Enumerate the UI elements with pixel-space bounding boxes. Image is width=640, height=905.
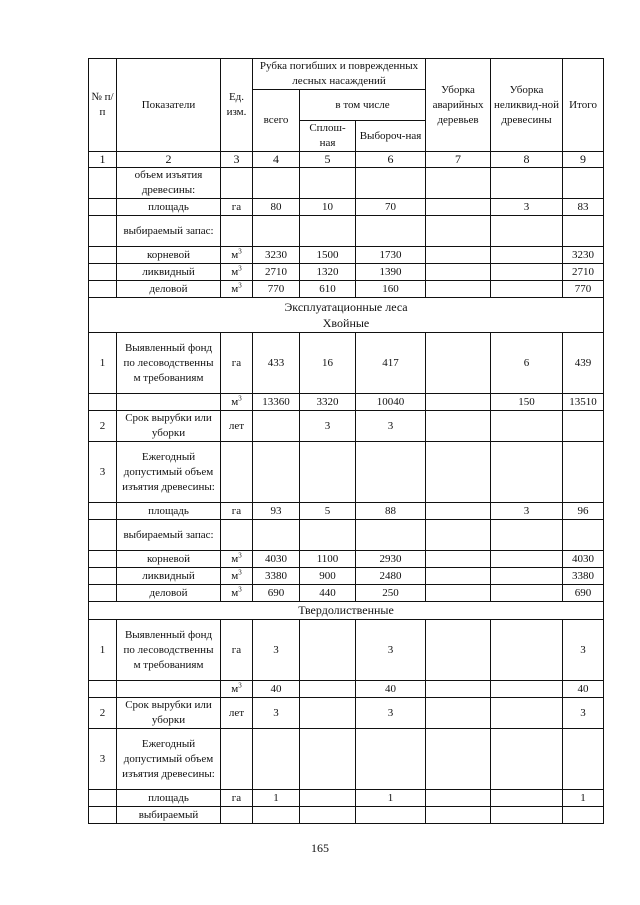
- row-label: ликвидный: [117, 264, 221, 281]
- value-cell: 690: [253, 585, 300, 602]
- value-cell: 5: [300, 503, 356, 520]
- value-cell: 3: [356, 411, 426, 442]
- unit-cell: га: [221, 199, 253, 216]
- row-label: выбираемый: [117, 807, 221, 824]
- value-cell: [426, 620, 491, 681]
- row-label: Срок вырубки или уборки: [117, 411, 221, 442]
- unit-cell: лет: [221, 698, 253, 729]
- value-cell: [426, 551, 491, 568]
- value-cell: 1500: [300, 247, 356, 264]
- value-cell: 13510: [563, 394, 604, 411]
- table-row: [89, 520, 604, 551]
- value-cell: 150: [491, 394, 563, 411]
- table-row: [89, 394, 604, 411]
- value-cell: [426, 568, 491, 585]
- value-cell: 440: [300, 585, 356, 602]
- value-cell: 417: [356, 333, 426, 394]
- table-row: [89, 807, 604, 824]
- header-indicator: Показатели: [117, 59, 221, 152]
- row-number: 1: [89, 620, 117, 681]
- value-cell: [426, 790, 491, 807]
- value-cell: 3230: [563, 247, 604, 264]
- header-felling-total: всего: [253, 90, 300, 152]
- section-title: Твердолиственные: [89, 602, 604, 620]
- section-row: [89, 298, 604, 333]
- row-label: Выявленный фонд по лесоводственны м требованиям: [117, 333, 221, 394]
- column-number: 8: [491, 152, 563, 168]
- value-cell: 16: [300, 333, 356, 394]
- table-row: [89, 681, 604, 698]
- value-cell: 1320: [300, 264, 356, 281]
- value-cell: [491, 264, 563, 281]
- unit-cell: $м^3$: [221, 394, 253, 411]
- table-row: [89, 333, 604, 394]
- header-unit: Ед. изм.: [221, 59, 253, 152]
- row-label: корневой: [117, 551, 221, 568]
- table-row: [89, 585, 604, 602]
- unit-cell: $м^3$: [221, 568, 253, 585]
- value-cell: 2480: [356, 568, 426, 585]
- table-row: [89, 551, 604, 568]
- value-cell: [426, 698, 491, 729]
- row-number: 3: [89, 442, 117, 503]
- value-cell: 3: [300, 411, 356, 442]
- unit-cell: $м^3$: [221, 264, 253, 281]
- row-label: площадь: [117, 503, 221, 520]
- value-cell: 610: [300, 281, 356, 298]
- value-cell: [426, 199, 491, 216]
- value-cell: 2710: [563, 264, 604, 281]
- value-cell: [426, 264, 491, 281]
- value-cell: 690: [563, 585, 604, 602]
- value-cell: 3380: [563, 568, 604, 585]
- table-row: [89, 568, 604, 585]
- page-number: 165: [311, 841, 329, 855]
- table-row: [89, 264, 604, 281]
- row-label: деловой: [117, 585, 221, 602]
- unit-cell: $м^3$: [221, 585, 253, 602]
- header-total: Итого: [563, 59, 604, 152]
- value-cell: 3: [563, 698, 604, 729]
- value-cell: [300, 620, 356, 681]
- unit-cell: га: [221, 790, 253, 807]
- value-cell: 3: [491, 503, 563, 520]
- value-cell: [491, 790, 563, 807]
- value-cell: [491, 568, 563, 585]
- value-cell: 433: [253, 333, 300, 394]
- value-cell: 80: [253, 199, 300, 216]
- value-cell: 1100: [300, 551, 356, 568]
- row-label: Ежегодный допустимый объем изъятия древесины:: [117, 729, 221, 790]
- value-cell: [491, 620, 563, 681]
- column-number: 2: [117, 152, 221, 168]
- header-num: № п/п: [89, 59, 117, 152]
- value-cell: 3: [253, 620, 300, 681]
- row-label: объем изъятия древесины:: [117, 168, 221, 199]
- value-cell: 4030: [253, 551, 300, 568]
- value-cell: 3: [491, 199, 563, 216]
- row-number: 1: [89, 333, 117, 394]
- header-including: в том числе: [300, 90, 426, 121]
- value-cell: [491, 281, 563, 298]
- column-number: 6: [356, 152, 426, 168]
- table-row: [89, 168, 604, 199]
- value-cell: 3380: [253, 568, 300, 585]
- unit-cell: $м^3$: [221, 681, 253, 698]
- value-cell: 3: [253, 698, 300, 729]
- value-cell: [491, 551, 563, 568]
- row-label: корневой: [117, 247, 221, 264]
- value-cell: 4030: [563, 551, 604, 568]
- value-cell: 770: [253, 281, 300, 298]
- value-cell: 1: [253, 790, 300, 807]
- value-cell: 900: [300, 568, 356, 585]
- value-cell: [491, 681, 563, 698]
- unit-cell: $м^3$: [221, 281, 253, 298]
- header-clear: Сплош-ная: [300, 121, 356, 152]
- row-label: ликвидный: [117, 568, 221, 585]
- value-cell: 1730: [356, 247, 426, 264]
- value-cell: 3: [356, 620, 426, 681]
- table-row: [89, 729, 604, 790]
- table-row: [89, 281, 604, 298]
- value-cell: 3: [563, 620, 604, 681]
- row-label: площадь: [117, 199, 221, 216]
- value-cell: [300, 698, 356, 729]
- row-label: Ежегодный допустимый объем изъятия древесины:: [117, 442, 221, 503]
- value-cell: 3: [356, 698, 426, 729]
- header-nonliquid: Уборка неликвид-ной древесины: [491, 59, 563, 152]
- row-number: 3: [89, 729, 117, 790]
- value-cell: 10: [300, 199, 356, 216]
- value-cell: [491, 585, 563, 602]
- value-cell: 1: [563, 790, 604, 807]
- value-cell: 40: [356, 681, 426, 698]
- unit-cell: га: [221, 620, 253, 681]
- value-cell: [491, 247, 563, 264]
- column-number: 1: [89, 152, 117, 168]
- unit-cell: лет: [221, 411, 253, 442]
- value-cell: 2930: [356, 551, 426, 568]
- value-cell: [491, 698, 563, 729]
- value-cell: [426, 411, 491, 442]
- table-row: [89, 411, 604, 442]
- unit-cell: га: [221, 503, 253, 520]
- row-number: 2: [89, 698, 117, 729]
- column-number: 4: [253, 152, 300, 168]
- value-cell: 40: [253, 681, 300, 698]
- value-cell: 160: [356, 281, 426, 298]
- table-row: [89, 620, 604, 681]
- value-cell: 1390: [356, 264, 426, 281]
- header-emergency: Уборка аварийных деревьев: [426, 59, 491, 152]
- value-cell: 1: [356, 790, 426, 807]
- table-row: [89, 247, 604, 264]
- unit-cell: $м^3$: [221, 551, 253, 568]
- value-cell: [300, 790, 356, 807]
- unit-cell: $м^3$: [221, 247, 253, 264]
- value-cell: [426, 503, 491, 520]
- value-cell: 13360: [253, 394, 300, 411]
- column-number: 3: [221, 152, 253, 168]
- row-label: Выявленный фонд по лесоводственны м требованиям: [117, 620, 221, 681]
- value-cell: 3320: [300, 394, 356, 411]
- row-number: 2: [89, 411, 117, 442]
- value-cell: 2710: [253, 264, 300, 281]
- row-label: выбираемый запас:: [117, 520, 221, 551]
- header-felling: Рубка погибших и поврежденных лесных насаждений: [253, 59, 426, 90]
- value-cell: 3230: [253, 247, 300, 264]
- value-cell: 96: [563, 503, 604, 520]
- value-cell: 88: [356, 503, 426, 520]
- column-number: 7: [426, 152, 491, 168]
- table-row: [89, 199, 604, 216]
- forest-felling-table: [88, 58, 604, 824]
- value-cell: [426, 394, 491, 411]
- value-cell: [426, 333, 491, 394]
- value-cell: 93: [253, 503, 300, 520]
- value-cell: 250: [356, 585, 426, 602]
- column-numbers-row: [89, 152, 604, 168]
- table-row: [89, 698, 604, 729]
- value-cell: [300, 681, 356, 698]
- table-row: [89, 790, 604, 807]
- value-cell: 70: [356, 199, 426, 216]
- value-cell: [563, 411, 604, 442]
- value-cell: 10040: [356, 394, 426, 411]
- table-row: [89, 503, 604, 520]
- row-label: деловой: [117, 281, 221, 298]
- value-cell: [426, 681, 491, 698]
- value-cell: [426, 281, 491, 298]
- row-label: выбираемый запас:: [117, 216, 221, 247]
- unit-cell: га: [221, 333, 253, 394]
- value-cell: [426, 585, 491, 602]
- value-cell: [491, 411, 563, 442]
- section-title: Эксплуатационные леса Хвойные: [89, 298, 604, 333]
- section-row: [89, 602, 604, 620]
- value-cell: 439: [563, 333, 604, 394]
- column-number: 9: [563, 152, 604, 168]
- value-cell: 40: [563, 681, 604, 698]
- value-cell: 83: [563, 199, 604, 216]
- value-cell: [253, 411, 300, 442]
- header-selective: Выбороч-ная: [356, 121, 426, 152]
- value-cell: 6: [491, 333, 563, 394]
- table-row: [89, 442, 604, 503]
- value-cell: 770: [563, 281, 604, 298]
- table-row: [89, 216, 604, 247]
- value-cell: [426, 247, 491, 264]
- column-number: 5: [300, 152, 356, 168]
- row-label: площадь: [117, 790, 221, 807]
- row-label: Срок вырубки или уборки: [117, 698, 221, 729]
